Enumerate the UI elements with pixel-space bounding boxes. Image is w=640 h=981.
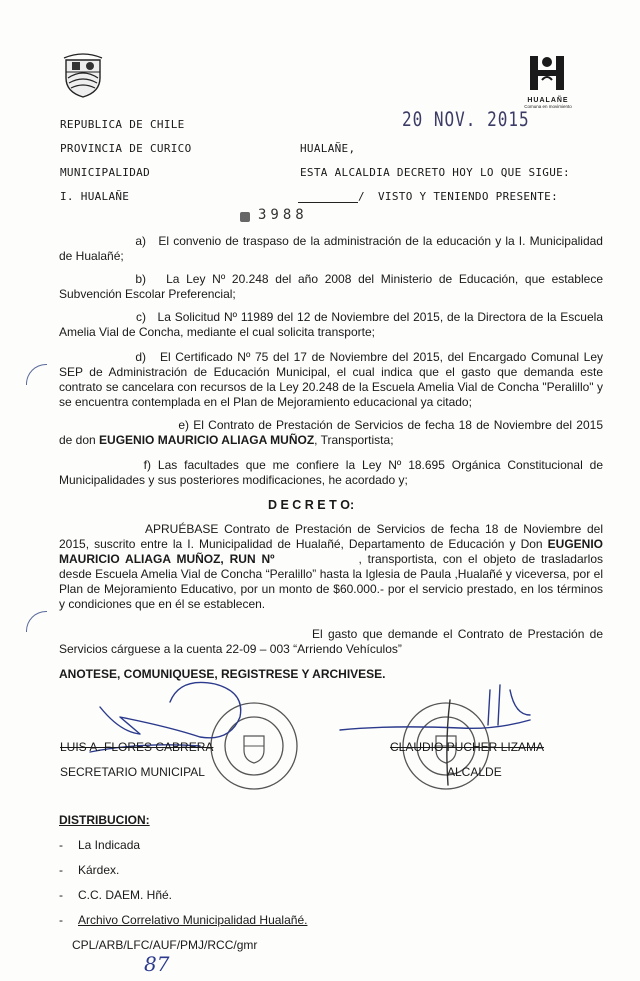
mayor-signature	[330, 680, 550, 790]
secretary-name: LUIS A. FLORES CABRERA	[60, 740, 214, 754]
considerando-f-lead: f)	[143, 458, 151, 472]
considerando-d	[59, 350, 603, 410]
considerando-c-lead: c)	[136, 310, 146, 324]
date-stamp: 20 NOV. 2015	[402, 108, 530, 131]
secretary-signature	[80, 672, 280, 772]
anotese-line: ANOTESE, COMUNIQUESE, REGISTRESE Y ARCHIVESE.	[59, 667, 386, 681]
punch-mark-icon	[240, 212, 250, 222]
considerando-a	[59, 234, 603, 264]
logo-subtext: Comuna en movimiento	[524, 104, 572, 109]
distribucion-title: DISTRIBUCION:	[59, 813, 150, 827]
header-place: HUALAÑE,	[300, 142, 356, 155]
distribucion-item: - C.C. DAEM. Hñé.	[78, 888, 172, 903]
distribucion-item: - Kárdex.	[78, 863, 119, 878]
distribucion-item: - Archivo Correlativo Municipalidad Hualañé.	[78, 913, 307, 928]
decree-number-blank-line	[298, 202, 358, 203]
mayor-name: CLAUDIO PUCHER LIZAMA	[390, 740, 545, 754]
punch-hole-mark	[26, 364, 47, 385]
secretary-title: SECRETARIO MUNICIPAL	[60, 765, 205, 779]
considerando-e-post: , Transportista;	[314, 433, 394, 447]
considerando-a-lead: a)	[135, 234, 146, 248]
header-country: REPUBLICA DE CHILE	[60, 118, 185, 131]
considerando-f-text: Las facultades que me confiere la Ley Nº 18.695 Orgánica Constitucional de Municipalidades y sus posteriores modificaciones, he acordado y;	[59, 458, 603, 487]
distribucion-item: - La Indicada	[78, 838, 140, 853]
header-commune: I. HUALAÑE	[60, 190, 130, 203]
considerando-b-lead: b)	[135, 272, 146, 286]
decreto-title: D E C R E T O:	[268, 498, 355, 512]
decree-number-stamp: 3988	[258, 207, 308, 223]
considerando-e-text: El Contrato de Prestación de Servicios de fecha 18 de Noviembre del 2015 de don	[59, 418, 603, 447]
decreto-p1-name: EUGENIO MAURICIO ALIAGA MUÑOZ, RUN Nº	[59, 537, 603, 566]
decreto-p1-text: APRUÉBASE Contrato de Prestación de Servicios de fecha 18 de Noviembre del 2015, suscrito entre la I. Municipalidad de Hualañé, Departamento de Educación y Don	[59, 522, 603, 551]
considerando-f	[59, 458, 603, 488]
considerando-c-text: La Solicitud Nº 11989 del 12 de Noviembre del 2015, de la Directora de la Escuela Amelia Vial de Concha, mediante el cual solicita transporte;	[59, 310, 603, 339]
header-province: PROVINCIA DE CURICO	[60, 142, 192, 155]
considerando-b	[59, 272, 603, 302]
considerando-c	[59, 310, 603, 340]
initials-line: CPL/ARB/LFC/AUF/PMJ/RCC/gmr	[72, 938, 258, 952]
considerando-e	[59, 418, 603, 448]
considerando-b-text: La Ley Nº 20.248 del año 2008 del Ministerio de Educación, que establece Subvención Escolar Preferencial;	[59, 272, 603, 301]
considerando-e-name: EUGENIO MAURICIO ALIAGA MUÑOZ	[99, 433, 315, 447]
considerando-e-lead: e)	[178, 418, 189, 432]
logo-text: HUALAÑE	[527, 97, 569, 104]
considerando-d-text: El Certificado Nº 75 del 17 de Noviembre del 2015, del Encargado Comunal Ley SEP de Administración de Educación Municipal, el cual indica que el gasto que demanda este contrato se cancelara con recursos de la Ley 20.248 de la Escuela Amelia Vial de Concha "Peralillo" y se encuentra contemplada en el Plan de Mejoramiento educacional ya citado;	[59, 350, 603, 409]
decreto-paragraph-2	[59, 627, 603, 657]
municipal-crest-icon	[62, 52, 104, 98]
header-decree-line: ESTA ALCALDIA DECRETO HOY LO QUE SIGUE:	[300, 166, 570, 179]
header-municipality: MUNICIPALIDAD	[60, 166, 150, 179]
handwritten-number: 87	[144, 952, 170, 976]
decreto-paragraph-1	[59, 522, 603, 612]
decreto-p2-text: El gasto que demande el Contrato de Prestación de Servicios cárguese a la cuenta 22-09 – 003 “Arriendo Vehículos”	[59, 627, 603, 656]
hualane-logo	[520, 50, 576, 110]
header-visto: VISTO Y TENIENDO PRESENTE:	[378, 190, 558, 203]
considerando-d-lead: d)	[135, 350, 146, 364]
header-slash: /	[358, 190, 365, 203]
mayor-title: ALCALDE	[447, 765, 502, 779]
considerando-a-text: El convenio de traspaso de la administración de la educación y la I. Municipalidad de Hualañé;	[59, 234, 603, 263]
punch-hole-mark	[26, 611, 47, 632]
decreto-p1-rest: , transportista, con el objeto de trasladarlos desde Escuela Amelia Vial de Concha “Peralillo” hasta la Iglesia de Paula ,Hualañé y viceversa, por el Plan de Mejoramiento Educativo, por un monto de $60.000.- por el servicio prestado, en los términos y condiciones que en él se establecen.	[59, 552, 603, 611]
